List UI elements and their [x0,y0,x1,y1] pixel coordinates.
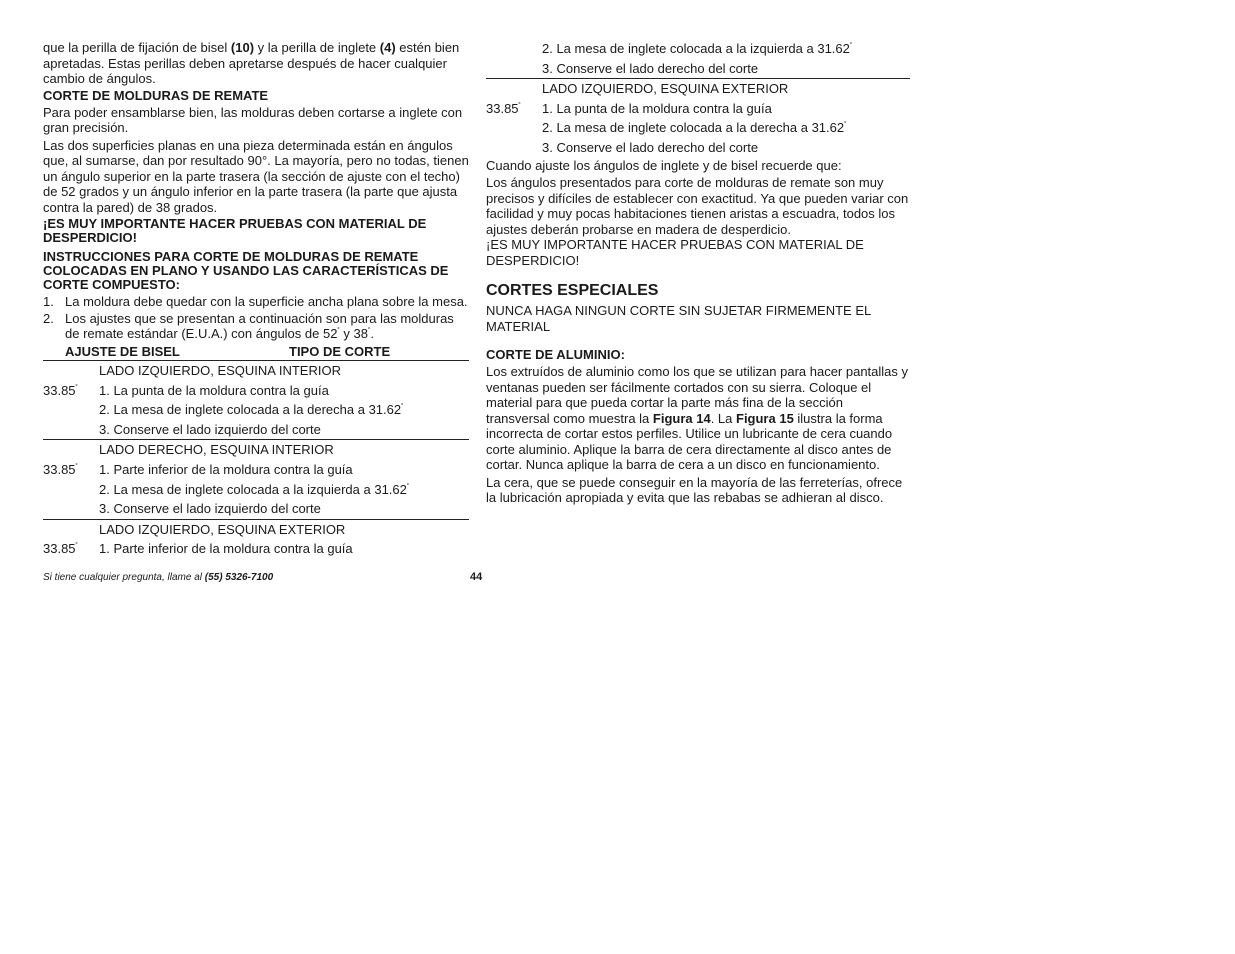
bevel-angle: 33.85 [486,100,519,116]
table-row [43,361,469,381]
degree-symbol: ˚ [75,384,78,392]
cut-type-text: 3. Conserve el lado izquierdo del corte [99,421,321,437]
heading-crown-molding: CORTE DE MOLDURAS DE REMATE [43,87,269,103]
cut-type-text: LADO IZQUIERDO, ESQUINA INTERIOR [99,363,341,378]
angles-paragraph: Las dos superficies planas en una pieza determinada están en ángulos que, al sumarse, dan por resultado 90°. La mayoría, pero no todas, tienen un ángulo superior en la parte trasera (la sección de ajuste con el techo) de 52 grados y un ángulo inferior en la parte trasera (la parte que ajusta contra la pared) de 38 grados. [43,137,469,215]
cut-type-text: 1. Parte inferior de la moldura contra la guía [99,541,353,557]
bevel-angle: 33.85 [43,382,76,398]
table-row [486,138,910,158]
bevel-angle: 33.85 [43,541,76,557]
cut-type-text: 2. La mesa de inglete colocada a la derecha a 31.62 [542,120,845,136]
degree-symbol: ˚ [75,543,78,551]
bevel-angle-cell [43,460,78,480]
footer-phone: (55) 5326-7100 [204,572,274,583]
degree-symbol: ˚ [849,43,853,50]
scrap-warning-right: ¡ES MUY IMPORTANTE HACER PRUEBAS CON MATERIAL DE DESPERDICIO! [486,237,864,268]
angles-precision-paragraph: Los ángulos presentados para corte de molduras de remate son muy precisos y difíciles de establecer con exactitud. Ya que pueden variar con facilidad y muy pocas habitaciones tienen aristas a escuadra, todos los ajustes deberán probarse en madera de desperdicio. [486,175,909,237]
bevel-angle-cell [486,99,521,119]
cut-type-text: 1. La punta de la moldura contra la guía [99,382,329,398]
bevel-knob-ref: (10) [230,40,255,55]
wax-paragraph: La cera, que se puede conseguir en la mayoría de las ferreterías, ofrece la lubricación apropiada y evita que las rebabas se adhieran al disco. [486,474,903,506]
cut-type-text: 2. La mesa de inglete colocada a la derecha a 31.62 [99,402,402,418]
step-1: 1. La moldura debe quedar con la superficie ancha plana sobre la mesa. [43,294,468,309]
cut-type-text: LADO IZQUIERDO, ESQUINA EXTERIOR [542,81,789,97]
table-row [43,499,469,520]
bevel-angle-cell [43,381,78,401]
table-row [43,400,469,420]
figure-15-ref: Figura 15 [736,410,794,426]
degree-symbol: ˚ [406,483,410,491]
table-row [43,381,469,401]
degree-symbol: ˚ [75,463,78,471]
degree-symbol: ˚ [844,122,847,130]
table-row [43,460,469,480]
bevel-angle: 33.85 [43,461,76,477]
heading-instructions: INSTRUCCIONES PARA CORTE DE MOLDURAS DE REMATE COLOCADAS EN PLANO Y USANDO LAS CARACTERÍSTICAS DE CORTE COMPUESTO: [43,249,449,292]
heading-special-cuts: CORTES ESPECIALES [486,282,659,300]
cut-type-text: LADO IZQUIERDO, ESQUINA EXTERIOR [99,521,346,537]
table-row [43,420,469,441]
scrap-warning: ¡ES MUY IMPORTANTE HACER PRUEBAS CON MATERIAL DE DESPERDICIO! [43,216,427,245]
table-row [486,59,910,80]
precision-paragraph: Para poder ensamblarse bien, las molduras deben cortarse a inglete con gran precisión. [43,104,463,135]
table-row [486,99,910,119]
left-column [43,40,469,559]
instruction-steps [43,294,469,342]
cut-type-text: 3. Conserve el lado izquierdo del corte [99,501,321,517]
table-row [43,520,469,540]
cut-type-text: LADO DERECHO, ESQUINA INTERIOR [99,442,334,458]
settings-table-header [43,344,469,362]
miter-knob-ref: (4) [379,40,396,55]
page-number: 44 [470,571,483,583]
clamp-warning: NUNCA HAGA NINGUN CORTE SIN SUJETAR FIRMEMENTE EL MATERIAL [486,303,871,334]
settings-table-right [486,39,910,158]
cut-type-text: 2. La mesa de inglete colocada a la izquierda a 31.62 [542,41,850,56]
cut-type-text: 1. La punta de la moldura contra la guía [542,100,772,116]
column-cut-type: TIPO DE CORTE [289,343,391,359]
settings-table-left [43,361,469,559]
footer-contact: Si tiene cualquier pregunta, llame al (55) 5326-7100 [43,572,274,583]
intro-paragraph: que la perilla de fijación de bisel (10) y la perilla de inglete (4) estén bien apretadas. Estas perillas deben apretarse después de hacer cualquier cambio de ángulos. [43,40,460,86]
degree-symbol: ˚ [518,102,521,110]
table-row [486,39,910,59]
table-row [43,539,469,559]
table-row [43,480,469,500]
heading-aluminum: CORTE DE ALUMINIO: [486,347,625,363]
cut-type-text: 3. Conserve el lado derecho del corte [542,60,759,76]
cut-type-text: 1. Parte inferior de la moldura contra la guía [99,461,353,477]
step-2: 2. Los ajustes que se presentan a continuación son para las molduras de remate estándar (E.U.A.) con ángulos de 52˚ y 38˚. [43,310,454,341]
reminder-line: Cuando ajuste los ángulos de inglete y de bisel recuerde que: [486,157,842,173]
degree-symbol: ˚ [401,404,404,412]
aluminum-paragraph: Los extruídos de aluminio como los que se utilizan para hacer pantallas y ventanas pueden ser fácilmente cortados con su sierra. Coloque el material para que pueda cortar la parte más fina de la sección transversal como muestra la Figura 14. La Figura 15 ilustra la forma incorrecta de cortar estos perfiles. Utilice un lubricante de cera cuando corte aluminio. Aplique la barra de cera directamente al disco antes de cortar. Nunca aplique la barra de cera a un disco en funcionamiento. [486,364,909,473]
cut-type-text: 3. Conserve el lado derecho del corte [542,139,759,155]
figure-14-ref: Figura 14 [652,410,711,426]
table-row [486,79,910,99]
table-row [486,118,910,138]
table-row [43,440,469,460]
bevel-angle-cell [43,539,78,559]
right-column [486,40,910,508]
cut-type-text: 2. La mesa de inglete colocada a la izquierda a 31.62 [99,481,407,497]
column-bevel: AJUSTE DE BISEL [65,343,180,359]
